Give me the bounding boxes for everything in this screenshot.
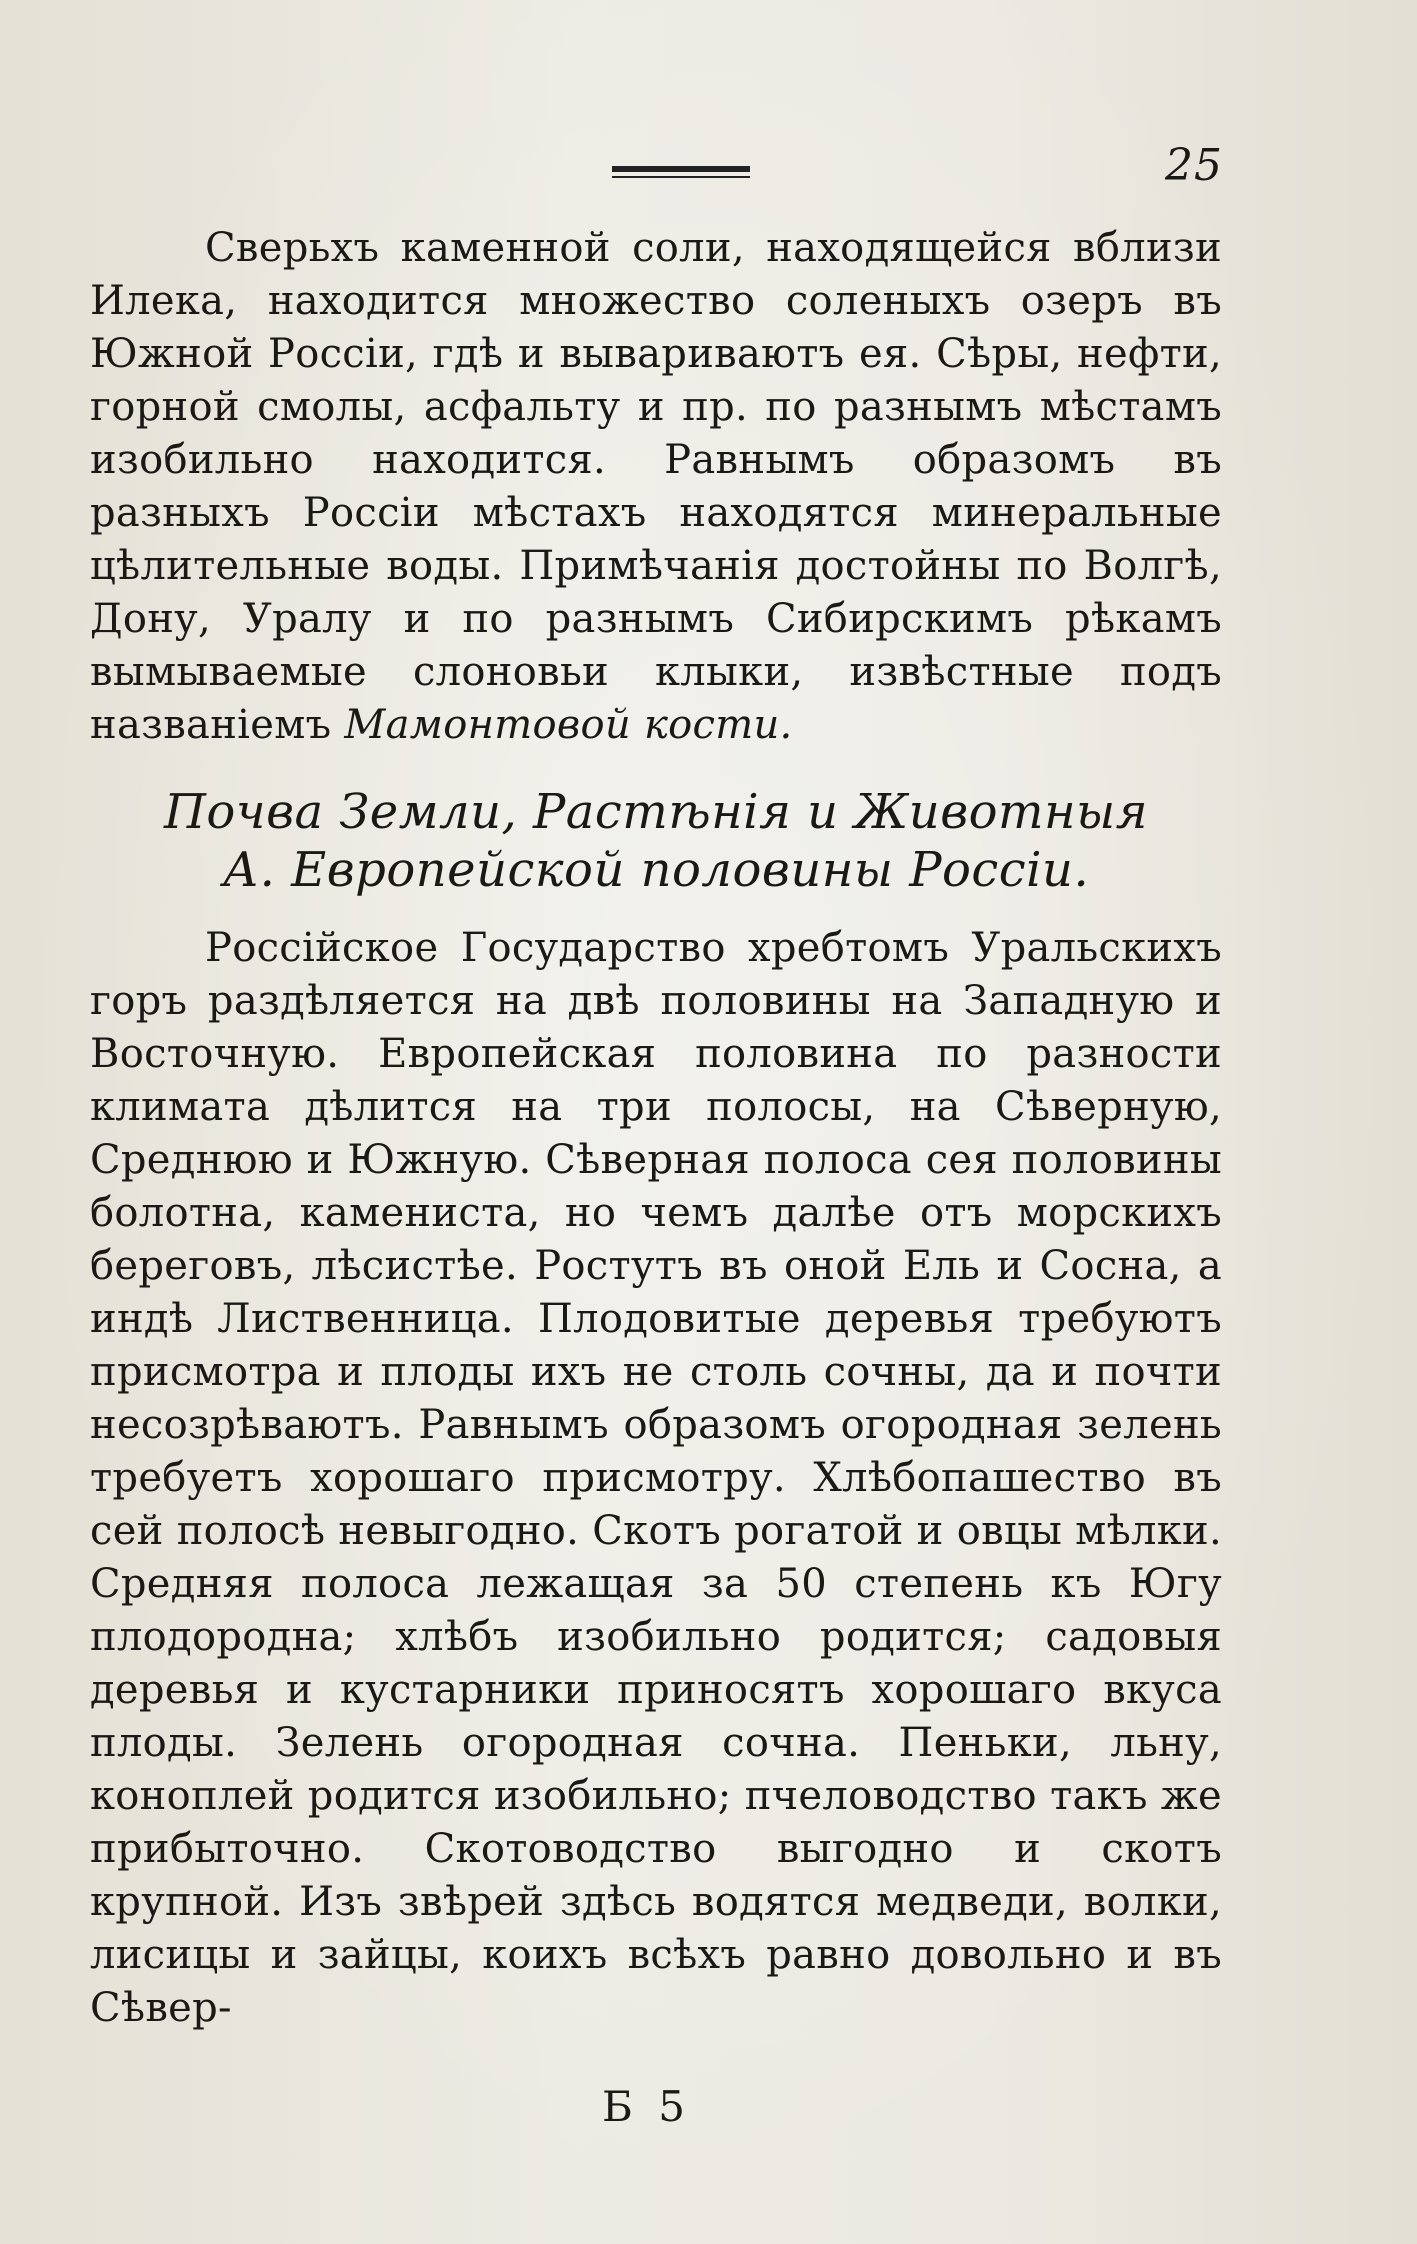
paragraph-climate-text: Россійское Государство хребтомъ Уральскихъ горъ раздѣляется на двѣ половины на Западную и Восточную. Европейская половина по разности климата дѣлится на три полосы, на Сѣверную, Среднюю и Южную. Сѣверная полоса сея половины болотна, каменистa, но чемъ далѣе отъ морскихъ береговъ, лѣсистѣе. Ростутъ въ оной Ель и Сосна, а индѣ Лиственница. Плодовитые деревья требуютъ присмотра и плоды ихъ не столь сочны, да и почти несозрѣваютъ. Равнымъ образомъ огородная зелень требуетъ хорошаго присмотру. Хлѣбопашество въ сей полосѣ невыгодно. Скотъ рогатой и овцы мѣлки. Средняя полоса лежащая за 50 степень къ Югу плодородна; хлѣбъ изобильно родится; садовыя деревья и кустарники приносятъ хорошаго вкуса плоды. Зелень огородная сочна. Пеньки, льну, коноплей родится изобильно; пчеловодство такъ же прибыточно. Скотоводство выгодно и скотъ крупной. Изъ звѣрей здѣсь водятся медведи, волки, лисицы и зайцы, коихъ всѣхъ равно довольно и въ Сѣвер- [90,925,1222,2031]
page-number: 25 [1165,140,1223,191]
signature-mark: Б 5 [602,2082,691,2131]
section-heading-line2: А. Европейской половины Россіи. [222,842,1090,898]
paragraph-climate [90,922,1222,2035]
header-ornament-rule [612,166,750,178]
paragraph-minerals-body: Сверьхъ каменной соли, находящейся вблизи Илека, находится множество соленыхъ озеръ въ Южной Россіи, гдѣ и вывариваютъ ея. Сѣры, нефти, горной смолы, асфальту и пр. по разнымъ мѣстамъ изобильно находится. Равнымъ образомъ въ разныхъ Россіи мѣстахъ находятся минеральные цѣлительные воды. Примѣчанія достойны по Волгѣ, Дону, Уралу и по разнымъ Сибирскимъ рѣкамъ вымываемые слоновьи клыки, извѣстные подъ названіемъ [90,225,1222,748]
header-rule-thick [612,166,750,172]
section-heading-line1: Почва Земли, Растѣнія и Животныя [163,784,1149,840]
paragraph-minerals [90,222,1222,752]
paragraph-minerals-text [90,222,1222,752]
paragraph-minerals-emphasis: Мамонтовой кости. [344,702,793,748]
header-rule-thin [612,176,750,178]
